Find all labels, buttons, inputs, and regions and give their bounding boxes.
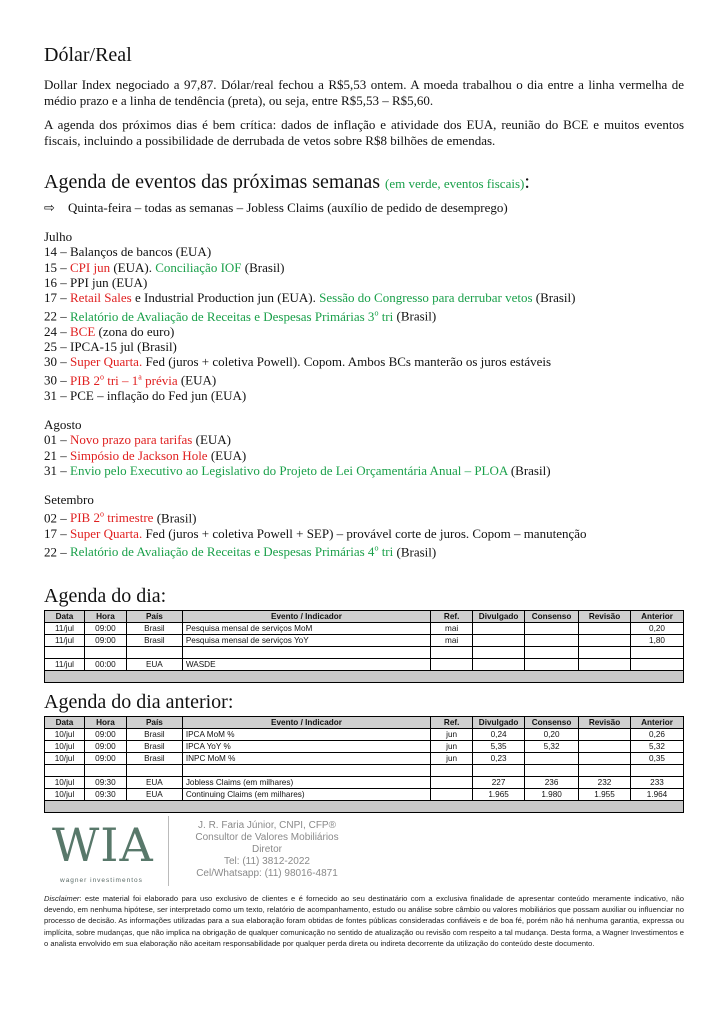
agenda-dia-table — [44, 610, 684, 683]
col-revisao: Revisão — [579, 611, 631, 623]
agenda-title — [44, 171, 684, 194]
table-cell: Jobless Claims (em milhares) — [182, 777, 430, 789]
table-cell: 10/jul — [45, 729, 85, 741]
table-row — [45, 741, 684, 753]
table-cell: 227 — [473, 777, 525, 789]
col-pais: País — [126, 611, 182, 623]
table-cell — [126, 765, 182, 777]
table-cell: 0,26 — [630, 729, 683, 741]
col-ref: Ref. — [431, 611, 473, 623]
table-cell: 1.955 — [579, 789, 631, 801]
event-item: 21 – Simpósio de Jackson Hole (EUA) — [44, 447, 247, 463]
table-cell: Pesquisa mensal de serviços YoY — [182, 635, 430, 647]
table-cell: 233 — [630, 777, 683, 789]
table-cell: 5,35 — [473, 741, 525, 753]
paragraph-dollar-index: Dollar Index negociado a 97,87. Dólar/real fechou a R$5,53 ontem. A moeda trabalhou o dia entre a linha vermelha de médio prazo e a linha de tendência (preta), ou seja, entre R$5,53 – R$5,60. — [44, 77, 684, 108]
table-cell: 09:30 — [84, 789, 126, 801]
table-cell: 09:30 — [84, 777, 126, 789]
table-cell: 00:00 — [84, 659, 126, 671]
table-cell — [84, 647, 126, 659]
disclaimer-text: : este material foi elaborado para uso exclusivo de clientes e é fornecido ao seu destinatário com a exclusiva finalidade de apresentar conteúdo meramente indicativo, não devendo, em nenhuma hipótese, ser interpretado como um texto, relatório de acompanhamento, estudo ou análise sobre câmbio ou valores mobiliários que possam auxiliar ou influenciar no processo de decisão. As informações utilizadas para a sua elaboração foram obtidas de fontes públicas consideradas confiáveis e de boa fé, porém não há nenhuma garantia, expressa ou implícita, sobre mudanças, que não implica na obrigação de qualquer comunicação no sentido de atualização ou revisão com respeito a tal mudança. Desta forma, a Wagner Investimentos e o analista envolvido em sua elaboração não aceitam responsabilidade por qualquer perda direta ou indireta decorrente da utilização do conteúdo deste documento. — [44, 894, 684, 948]
table-cell: 11/jul — [45, 635, 85, 647]
signature-cel: Cel/Whatsapp: (11) 98016-4871 — [196, 868, 338, 879]
disclaimer-label: Disclaimer — [44, 894, 80, 903]
agenda-dia-title: Agenda do dia: — [44, 585, 167, 608]
table-cell: 1.964 — [630, 789, 683, 801]
table-cell: 1.965 — [473, 789, 525, 801]
events-agosto — [44, 432, 684, 478]
agenda-dia-body — [45, 623, 684, 683]
table-cell: 0,23 — [473, 753, 525, 765]
table-cell: Brasil — [126, 753, 182, 765]
table-cell: 09:00 — [84, 729, 126, 741]
table-cell: 1,80 — [631, 635, 684, 647]
signature-divider — [168, 816, 169, 886]
disclaimer — [44, 893, 684, 949]
table-cell — [182, 647, 430, 659]
event-item: 25 – IPCA-15 jul (Brasil) — [44, 338, 177, 354]
table-cell: Brasil — [126, 729, 182, 741]
agenda-anterior-table — [44, 716, 684, 813]
wia-logo-subtitle: wagner investimentos — [60, 877, 143, 884]
table-cell: 09:00 — [84, 741, 126, 753]
weekly-event-text: Quinta-feira – todas as semanas – Jobless Claims (auxílio de pedido de desemprego) — [68, 200, 508, 215]
table-cell: 5,32 — [525, 741, 579, 753]
table-cell: 10/jul — [45, 777, 85, 789]
month-agosto: Agosto — [44, 417, 82, 433]
signature-name: J. R. Faria Júnior, CNPI, CFP® — [198, 820, 336, 831]
event-item: 17 – Super Quarta. Fed (juros + coletiva Powell + SEP) – provável corte de juros. Copom – manutenção — [44, 525, 587, 541]
event-item: 14 – Balanços de bancos (EUA) — [44, 244, 212, 260]
table-cell: 10/jul — [45, 741, 85, 753]
table-row — [45, 729, 684, 741]
table-cell — [431, 765, 473, 777]
col-anterior: Anterior — [631, 611, 684, 623]
table-cell: WASDE — [182, 659, 430, 671]
col-evento: Evento / Indicador — [182, 611, 430, 623]
event-item: 31 – Envio pelo Executivo ao Legislativo do Projeto de Lei Orçamentária Anual – PLOA (Brasil) — [44, 462, 551, 478]
events-julho — [44, 244, 684, 403]
table-cell — [579, 729, 631, 741]
table-cell: 11/jul — [45, 659, 85, 671]
table-cell — [431, 647, 473, 659]
table-spacer-row — [45, 647, 684, 659]
agenda-anterior-body — [45, 729, 684, 813]
table-footer-row — [45, 801, 684, 813]
col-consenso: Consenso — [525, 717, 579, 729]
table-cell: jun — [431, 741, 473, 753]
col-hora: Hora — [84, 611, 126, 623]
table-cell: EUA — [126, 659, 182, 671]
table-cell: jun — [431, 729, 473, 741]
table-cell — [579, 647, 631, 659]
table-cell — [631, 659, 684, 671]
table-cell: mai — [431, 623, 473, 635]
table-cell — [84, 765, 126, 777]
table-cell — [525, 659, 579, 671]
table-row — [45, 635, 684, 647]
table-cell — [579, 765, 631, 777]
table-cell — [182, 765, 430, 777]
events-setembro — [44, 507, 684, 559]
event-item: 02 – PIB 2$^o$ trimestre (Brasil) — [44, 510, 197, 526]
table-cell — [525, 623, 579, 635]
signature-tel: Tel: (11) 3812-2022 — [224, 856, 310, 867]
event-item: 15 – CPI jun (EUA). Conciliação IOF (Brasil) — [44, 259, 285, 275]
table-cell — [525, 753, 579, 765]
month-julho: Julho — [44, 229, 73, 245]
col-evento: Evento / Indicador — [182, 717, 430, 729]
arrow-icon: ⇨ — [44, 200, 55, 215]
event-item: 22 – Relatório de Avaliação de Receitas e Despesas Primárias 3$^o$ tri (Brasil) — [44, 308, 437, 324]
table-cell: mai — [431, 635, 473, 647]
table-cell: Pesquisa mensal de serviços MoM — [182, 623, 430, 635]
table-row — [45, 623, 684, 635]
table-spacer-row — [45, 765, 684, 777]
table-cell: 09:00 — [84, 635, 126, 647]
signature-contact — [172, 820, 362, 880]
table-cell: 11/jul — [45, 623, 85, 635]
col-divulgado: Divulgado — [473, 717, 525, 729]
table-cell: 09:00 — [84, 623, 126, 635]
agenda-note: (em verde, eventos fiscais) — [385, 176, 525, 191]
table-cell — [631, 647, 684, 659]
col-anterior: Anterior — [630, 717, 683, 729]
table-cell — [45, 647, 85, 659]
table-cell: Brasil — [126, 741, 182, 753]
table-cell — [525, 635, 579, 647]
table-cell: 236 — [525, 777, 579, 789]
col-data: Data — [45, 611, 85, 623]
col-divulgado: Divulgado — [473, 611, 525, 623]
signature-role: Consultor de Valores Mobiliários — [195, 832, 339, 843]
event-item: 24 – BCE (zona do euro) — [44, 323, 175, 339]
table-cell — [473, 659, 525, 671]
agenda-title-text: Agenda de eventos das próximas semanas — [44, 171, 386, 193]
paragraph-agenda-critica: A agenda dos próximos dias é bem crítica: dados de inflação e atividade dos EUA, reunião do BCE e muitos eventos fiscais, incluindo a possibilidade de derrubada de vetos sobre R$8 bilhões de emendas. — [44, 117, 684, 148]
table-cell: Brasil — [126, 623, 182, 635]
table-cell: 0,20 — [525, 729, 579, 741]
table-cell: IPCA YoY % — [182, 741, 430, 753]
table-cell: 10/jul — [45, 789, 85, 801]
table-row — [45, 753, 684, 765]
table-cell: 10/jul — [45, 753, 85, 765]
event-item: 30 – PIB 2$^o$ tri – 1$^a$ prévia (EUA) — [44, 372, 217, 388]
month-setembro: Setembro — [44, 491, 94, 507]
table-cell — [126, 647, 182, 659]
event-item: 01 – Novo prazo para tarifas (EUA) — [44, 432, 231, 448]
table-cell — [579, 659, 631, 671]
table-cell — [579, 635, 631, 647]
event-item: 17 – Retail Sales e Industrial Production jun (EUA). Sessão do Congresso para derrubar vetos (Brasil) — [44, 290, 576, 306]
table-cell: 5,32 — [630, 741, 683, 753]
table-cell — [473, 635, 525, 647]
table-cell — [579, 753, 631, 765]
table-header-row — [45, 717, 684, 729]
table-cell: 1.980 — [525, 789, 579, 801]
col-ref: Ref. — [431, 717, 473, 729]
table-row — [45, 777, 684, 789]
section-title-dolar-real: Dólar/Real — [44, 44, 132, 66]
table-cell — [45, 765, 85, 777]
table-cell: jun — [431, 753, 473, 765]
event-item: 22 – Relatório de Avaliação de Receitas e Despesas Primárias 4$^o$ tri (Brasil) — [44, 543, 437, 560]
weekly-event — [44, 200, 684, 215]
col-pais: País — [126, 717, 182, 729]
table-cell — [431, 659, 473, 671]
col-data: Data — [45, 717, 85, 729]
table-footer-cell — [45, 801, 684, 813]
table-footer-row — [45, 671, 684, 683]
table-cell — [473, 647, 525, 659]
table-row — [45, 789, 684, 801]
table-cell: EUA — [126, 789, 182, 801]
event-item: 31 – PCE – inflação do Fed jun (EUA) — [44, 387, 247, 403]
table-cell: Brasil — [126, 635, 182, 647]
table-cell: IPCA MoM % — [182, 729, 430, 741]
table-cell: EUA — [126, 777, 182, 789]
table-cell — [525, 765, 579, 777]
agenda-colon: : — [524, 171, 530, 193]
table-cell: 09:00 — [84, 753, 126, 765]
table-cell: INPC MoM % — [182, 753, 430, 765]
table-row — [45, 659, 684, 671]
agenda-anterior-title: Agenda do dia anterior: — [44, 691, 234, 714]
wia-logo: WIA — [52, 818, 154, 872]
col-hora: Hora — [84, 717, 126, 729]
col-consenso: Consenso — [525, 611, 579, 623]
signature-title: Diretor — [251, 844, 282, 855]
table-cell — [579, 741, 631, 753]
table-cell — [431, 777, 473, 789]
event-item: 30 – Super Quarta. Fed (juros + coletiva Powell). Copom. Ambos BCs manterão os juros estáveis — [44, 354, 552, 370]
report-page — [44, 44, 684, 813]
table-cell — [579, 623, 631, 635]
table-cell — [473, 623, 525, 635]
col-revisao: Revisão — [579, 717, 631, 729]
table-header-row — [45, 611, 684, 623]
table-footer-cell — [45, 671, 684, 683]
table-cell: 0,24 — [473, 729, 525, 741]
table-cell: Continuing Claims (em milhares) — [182, 789, 430, 801]
table-cell: 0,35 — [630, 753, 683, 765]
table-cell — [473, 765, 525, 777]
table-cell — [431, 789, 473, 801]
table-cell: 232 — [579, 777, 631, 789]
table-cell: 0,20 — [631, 623, 684, 635]
table-cell — [630, 765, 683, 777]
event-item: 16 – PPI jun (EUA) — [44, 274, 148, 290]
table-cell — [525, 647, 579, 659]
